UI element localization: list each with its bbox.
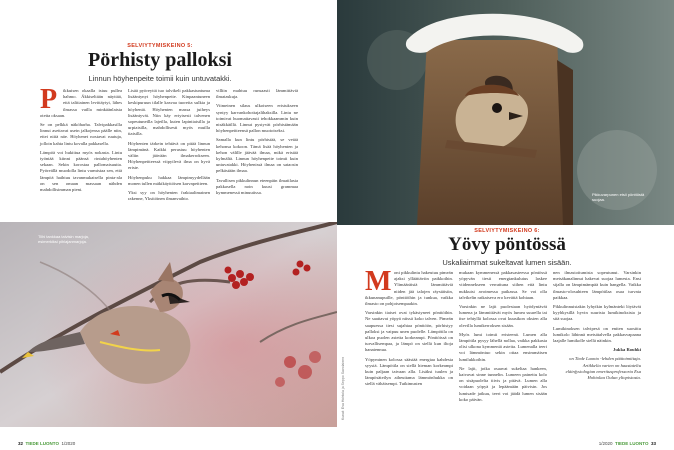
- issue-left: 1/2020: [61, 441, 76, 446]
- paragraph: Höyhenpuku hakkaa lämpimyydellään monen tullen mäkikäyttöisen karvapeitteen.: [128, 174, 210, 186]
- article2-col2: [459, 270, 547, 406]
- paragraph: Myös lumi toimii eristeenä. Lumen alla lämpötila pysyy lähellä nollaa, vaikka pakkasta olisi ulkona kymmeniä asteita. Lumenalla teeri voi lämmöntuo sekin ottaa ensimmäisen lumilukkoihin.: [459, 331, 547, 362]
- page-number-right: 33: [650, 441, 656, 446]
- paragraph: Tavallisen pikkulinnun eteenpäin ilmatilasta pakkasella noin kuusi grammaa kymmenessä minuutissa.: [216, 177, 298, 196]
- waxwing-illustration: [0, 222, 337, 427]
- footer-right: [599, 441, 656, 446]
- paragraph: Yöpyminen kolossa säästää energiaa kahdesta syystä. Lämpötila on siellä hieman korkeampi kuin paljaan taivaan alla. Lisäksi tuulen ja lämpösäteilyn aiheuttama lämmönhukka on siellä vähäisempi. Tutkimusten: [365, 356, 453, 387]
- kicker-1: SELVIYTYMISKEINO 5:: [127, 43, 193, 49]
- headline-2: Yövy pöntössä: [448, 234, 566, 255]
- magazine-tag-left: TIEDE LUONTO: [25, 441, 59, 446]
- paragraph: Se on pelkkä näköharha. Talvipakkasilla linnut asettavat usein jalkojensa päälle niin, ettei niitä näe. Höyhenet nostavat ruutuja, jolloin kahta lintu kovalla pakkasella.: [40, 122, 122, 146]
- paragraph: villiin mahtuu runsaasti lämmittäviä ilmataskuja.: [216, 88, 298, 100]
- photo-caption-waxwing: Tilhi tankkaa talvisin marjoja, esimerkiksi pihlajanmarjoja.: [38, 234, 89, 244]
- paragraph: Höyhenten tärkein tehtävä on pitää linnun lämpimänä. Kaikki perustuu höyhenten väliin jäävään ilmakerrokseen. Höyhenpeitteessä viipyilevä ilma on hyvä eriste.: [128, 140, 210, 171]
- magazine-tag-right: TIEDE LUONTO: [615, 441, 649, 446]
- paragraph: Ne lajit, jotka osaavat sukeltaa hankeen, kaivavat sinne tunnelin. Lumeen painettu kolo on sisäpuolelta tiivis ja pitävä. Lumen alla voidaan yöpyä ja lepäämään päivisin. Jos lumisade jatkuu, teeri voi jäädä lumen sisään koko päivän.: [459, 365, 547, 402]
- article1-col2: [128, 88, 210, 205]
- headline-1: Pörhisty palloksi: [88, 49, 232, 71]
- page-number-left: 32: [18, 441, 24, 446]
- author-bio: on Tiede Luonto -lehden päätoimittaja. Artikkelia varten on haastateltu eläinfysiologian emeritusprofessoria Esa Hohtolaa Oulun yliopistosta.: [565, 356, 641, 381]
- issue-right: 1/2020: [598, 441, 613, 446]
- paragraph: Lumikinoksen talvipesä on eniten suosittu lumikolo lähinnä metsätalvella pakkasvapaana laajalle lumikolle siellä näinkin.: [553, 325, 641, 344]
- author-signature: Jukka Rouhki: [613, 347, 641, 353]
- paragraph: Varsinkin tiaiset ovat tykästyneet pönttöihin. Ne saattavat yöpyä niissä koko talven. Pimeän saapuessa tiesi sujahtaa pönttöön, pörhistyy palloksi ja vaipuu unen puolelle. Lämpötila on ulkoa puolen astetta korkeampi. Pönttöissä on turvallisempaa, ja lämpö on siellä kun iltoja hanatennua.: [365, 310, 453, 353]
- paragraph: Lämpöä voi hukittua myös nokasta. Lintu työntää kiinni päänsä rintahöyhenten sekaan. Sekin korostaa pallomaisuutta. Pyöreällä muodolla lintu varmistaa sen, että lämpöä haihtuu tavanmukaisella pinta-ala on sen omaan massaan nähden mahdollisimman pieni.: [40, 149, 122, 193]
- photo-credit: Kuvat: Esa Hohtola ja Seppo Savolainen: [341, 356, 345, 420]
- footer-left: [18, 441, 75, 446]
- paragraph: ikkuisen okaalla istuu pullea hahmo. Äkkiseltään näyttää, että talitiainen levittäytyi, lähes ilmassa vailla minkäänlaista otetta oksaan.: [40, 88, 122, 118]
- dropcap-p: P: [40, 84, 58, 115]
- paragraph: mukaan kymmenessä pakkasasteessa pöntössä yöpyvän tiesii energiankulutus laskee viidennekseen verrattuna siihen että lintu nukkuisi avoimessa paikassa. Se voi olla talvikelin ratkaiseva ero kevättä kohtaan.: [459, 270, 547, 300]
- paragraph: Lisää pyöreyttä tuo talvikeli pakkastuntuma lisääntynyt höyhenpeite. Kinpaantuneen keskipuruun tilalle kasvaa tuoreita sulkia ja höyheniä. Höyhenten massa juiheys lisääntyvät. Niin käy ertyisesti talvenen sopeutuneilla lajeilla, kuten lapintiaisilla ja urpiaisilla, mahdollisesti myös muilla tiaisilla.: [128, 88, 210, 137]
- paragraph: Samalla kun lintu pörhistää, se vetää kehonsa kokoon. Tämä lisää höyhenten ja kehon välille jäävää ilmaa, mikä eristää kylmältä. Linnun höyhenpeite toimii kuin untuvatakki. Höyhenissä ilmaa on sataosin pelkästään ilmaa.: [216, 137, 298, 174]
- article2-col3: [553, 270, 641, 384]
- article1-col3: [216, 88, 298, 199]
- paragraph: Viimeinen silaus ulkoiseen eristukseen syntyy karvankohottajalihaksilla. Lintu ne toimivat huomattavasti tehokkaammin kuin nisäkkäillä. Linnut pystyvät pörhistämään höyhenpeitteensä pallon muotoiseksi.: [216, 103, 298, 134]
- subhead-1: Linnun höyhenpeite toimii kuin untuvatakki.: [88, 74, 232, 83]
- kicker-2: SELVIYTYMISKEINO 6:: [474, 228, 540, 234]
- right-page: [337, 0, 674, 450]
- subhead-2: Uskaliaimmat sukeltavat lumen sisään.: [442, 258, 572, 267]
- sparrow-photo: [337, 0, 674, 225]
- photo-caption-sparrow: Pikkuvarpunen etsii pönttöstä suojaa.: [592, 192, 645, 202]
- article2-col1: [365, 266, 453, 391]
- paragraph: oni pikkulintu hakeutuu pimeän ajaksi ylläättäviin paikkoihin. Ylimääräisiä lämmittäviä niiden jää talojen räystäisiin, ikkunanupuille, pönttöihin ja tunkua, vaikka ilmasto on pohjoisempaakin.: [365, 270, 453, 307]
- paragraph: Pikkulinnuistakin lyhytkin kylmänteki löytävät kyyhkysillä hyvin suurista lumikinoksista ja sitä suojaa.: [553, 304, 641, 322]
- paragraph: Yksi syy on höyhenten fraktaalimainen rakenne, Yksitöinen ilmanvaihto.: [128, 190, 210, 202]
- dropcap-m: M: [365, 266, 392, 297]
- paragraph: nen ilmastoitumista sopeutunut. Varsinkin metsäkanalinnut hakevat suojaa lumesta. Ensi sijalla on lämpimämpää kuin hangella. Vaikka ilmasto-olosuhteen lämpötilaa osaa turvata paikkaa.: [553, 270, 641, 300]
- paragraph: Varsinkin ne lajit puolestaan hyödyntävät lumena ja lämmittävät myös lumea suurella tai itse tehtyllä kolossa ovat kuusikon oksien alla olevilla lumikerroksen sisään.: [459, 304, 547, 328]
- article1-col1: [40, 84, 122, 196]
- waxwing-photo: [0, 222, 337, 427]
